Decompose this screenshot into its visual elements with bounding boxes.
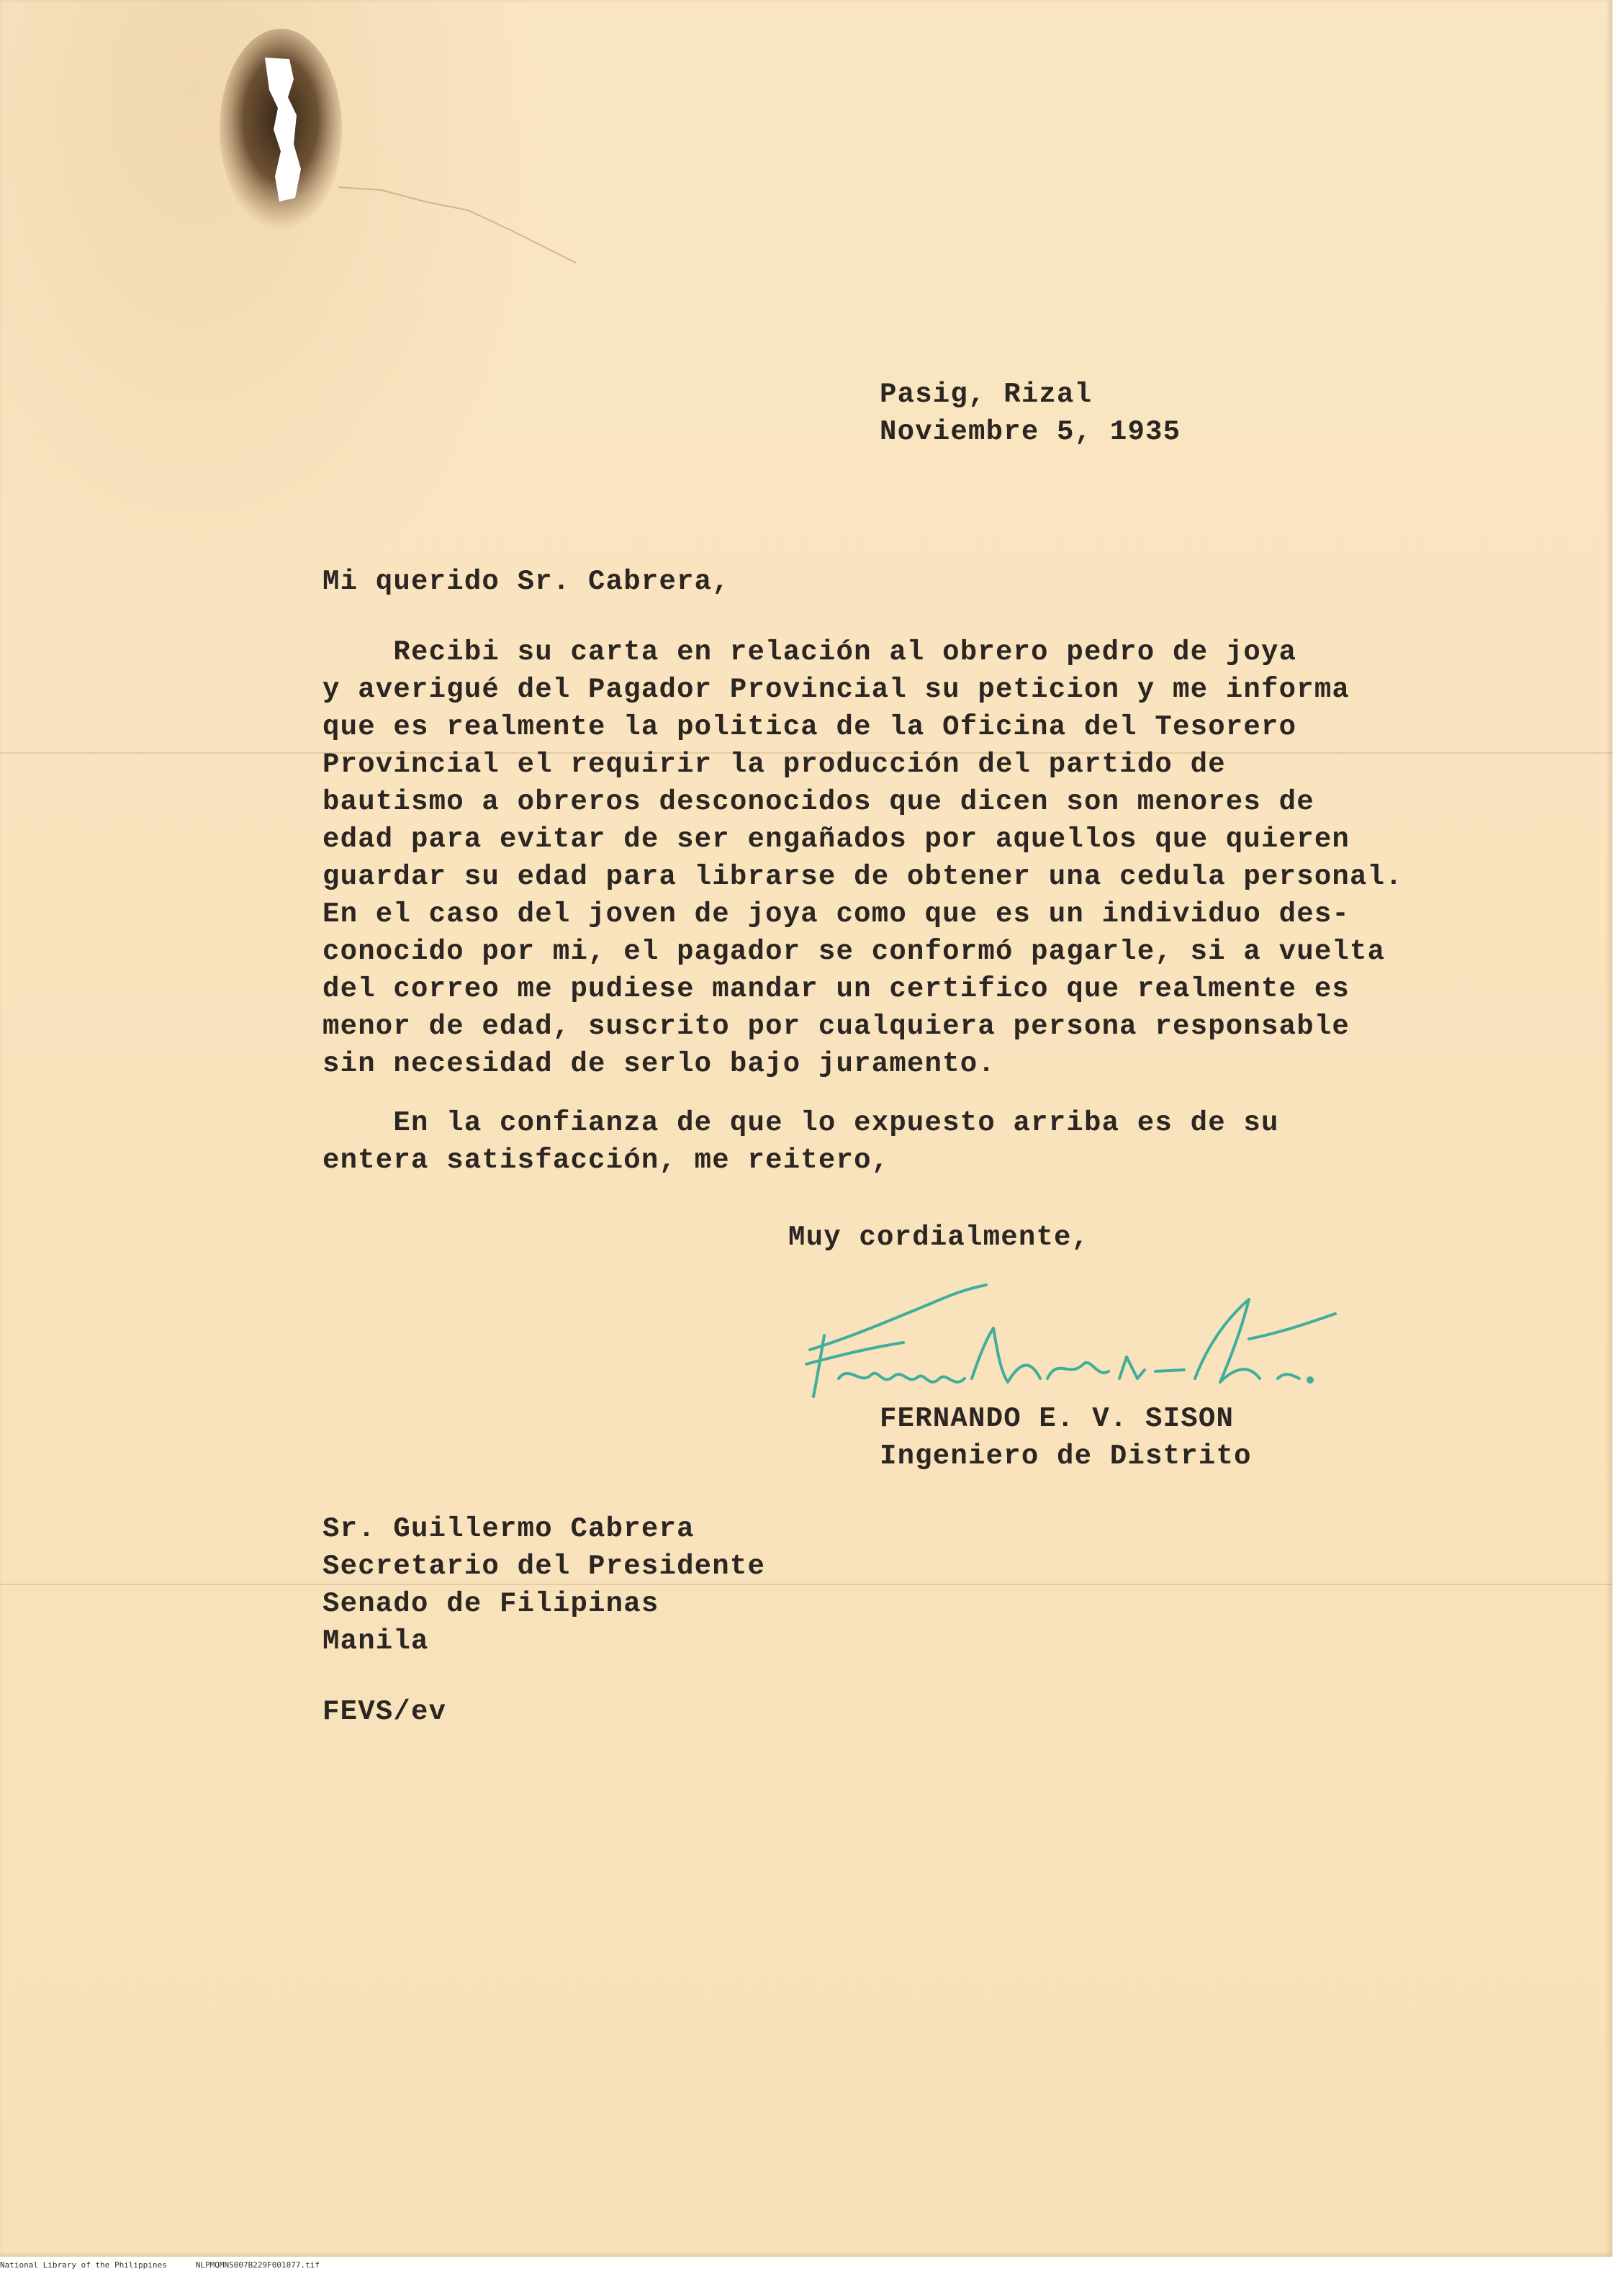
footer-institution: National Library of the Philippines [0,2260,167,2270]
scan-footer [0,2260,348,2270]
body-line: edad para evitar de ser engañados por aquellos que quieren [322,824,1350,855]
body-line: conocido por mi, el pagador se conformó pagarle, si a vuelta [322,936,1386,967]
body-line: En la confianza de que lo expuesto arriba es de su [322,1107,1279,1139]
body-line: y averigué del Pagador Provincial su peticion y me informa [322,674,1350,705]
body-line: sin necesidad de serlo bajo juramento. [322,1048,996,1080]
letter-body [322,633,1403,1083]
fold-line-lower [0,1584,1612,1585]
letter-paragraph-2 [322,1104,1279,1179]
closing: Muy cordialmente, [788,1222,1090,1253]
body-line: que es realmente la politica de la Oficina del Tesorero [322,711,1297,743]
footer-file-id: NLPMQMNS007B229F001077.tif [195,2260,320,2270]
dateline-date: Noviembre 5, 1935 [880,416,1181,448]
handwritten-signature [781,1271,1343,1415]
addressee-block [322,1510,765,1660]
burn-hole [209,29,353,245]
signer-name: FERNANDO E. V. SISON [880,1403,1235,1435]
body-line: Provincial el requirir la producción del partido de [322,749,1226,780]
addressee-line: Secretario del Presidente [322,1551,766,1582]
body-line: En el caso del joven de joya como que es un individuo des- [322,898,1350,930]
signer-title: Ingeniero de Distrito [880,1440,1252,1472]
salutation: Mi querido Sr. Cabrera, [322,566,730,597]
addressee-line: Manila [322,1625,429,1657]
dateline [880,376,1181,451]
body-line: bautismo a obreros desconocidos que dicen son menores de [322,786,1314,818]
body-line: entera satisfacción, me reitero, [322,1145,890,1176]
body-line: guardar su edad para librarse de obtener una cedula personal. [322,861,1403,893]
paper-crack [338,180,576,266]
body-line: del correo me pudiese mandar un certifico que realmente es [322,973,1350,1005]
body-line: menor de edad, suscrito por cualquiera persona responsable [322,1011,1350,1042]
signer-block [880,1400,1252,1475]
addressee-line: Sr. Guillermo Cabrera [322,1513,695,1545]
reference-initials: FEVS/ev [322,1696,447,1728]
dateline-place: Pasig, Rizal [880,379,1093,410]
addressee-line: Senado de Filipinas [322,1588,659,1620]
body-line: Recibi su carta en relación al obrero pedro de joya [322,636,1297,668]
